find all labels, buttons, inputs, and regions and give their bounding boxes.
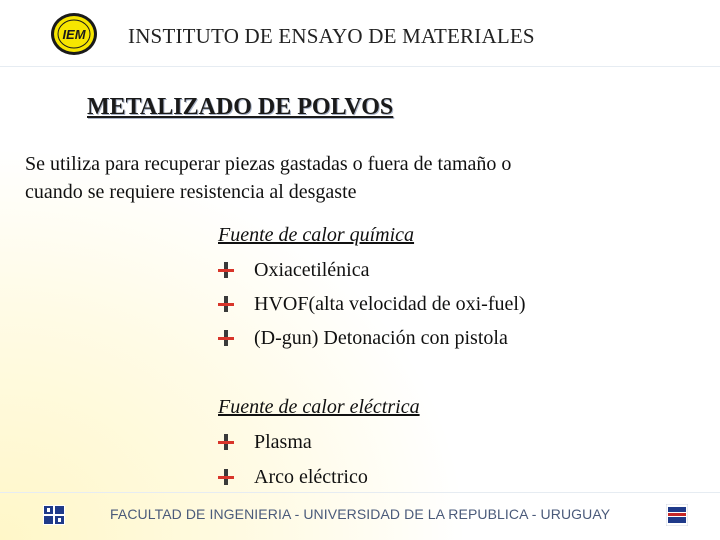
list-item bbox=[218, 290, 526, 318]
list-item bbox=[218, 428, 312, 456]
intro-line: Se utiliza para recuperar piezas gastadas o fuera de tamaño o bbox=[25, 153, 512, 175]
header-divider bbox=[0, 66, 720, 67]
section-heading-electric: Fuente de calor eléctrica bbox=[218, 396, 420, 418]
intro-paragraph bbox=[25, 150, 705, 206]
institute-name: INSTITUTO DE ENSAYO DE MATERIALES bbox=[128, 24, 535, 48]
udelar-logo bbox=[666, 504, 688, 526]
footer-divider bbox=[0, 492, 720, 493]
list-item bbox=[218, 324, 508, 352]
bullet-icon bbox=[218, 296, 234, 312]
list-item bbox=[218, 256, 370, 284]
list-item-label: Oxiacetilénica bbox=[254, 258, 370, 281]
logo-text: IEM bbox=[62, 27, 86, 42]
footer-text: FACULTAD DE INGENIERIA - UNIVERSIDAD DE LA REPUBLICA - URUGUAY bbox=[110, 506, 611, 522]
bullet-icon bbox=[218, 262, 234, 278]
list-item bbox=[218, 463, 368, 491]
bullet-icon bbox=[218, 469, 234, 485]
section-heading-chemical: Fuente de calor química bbox=[218, 224, 415, 246]
institute-logo bbox=[50, 12, 98, 56]
bullet-icon bbox=[218, 434, 234, 450]
intro-line: cuando se requiere resistencia al desgaste bbox=[25, 181, 357, 203]
facultad-ingenieria-logo bbox=[43, 505, 65, 525]
list-item-label: Plasma bbox=[254, 430, 312, 453]
list-item-label: Arco eléctrico bbox=[254, 465, 368, 488]
list-item-label: (D-gun) Detonación con pistola bbox=[254, 326, 508, 349]
slide-title: METALIZADO DE POLVOS bbox=[87, 94, 394, 120]
list-item-label: HVOF(alta velocidad de oxi-fuel) bbox=[254, 292, 526, 315]
bullet-icon bbox=[218, 330, 234, 346]
